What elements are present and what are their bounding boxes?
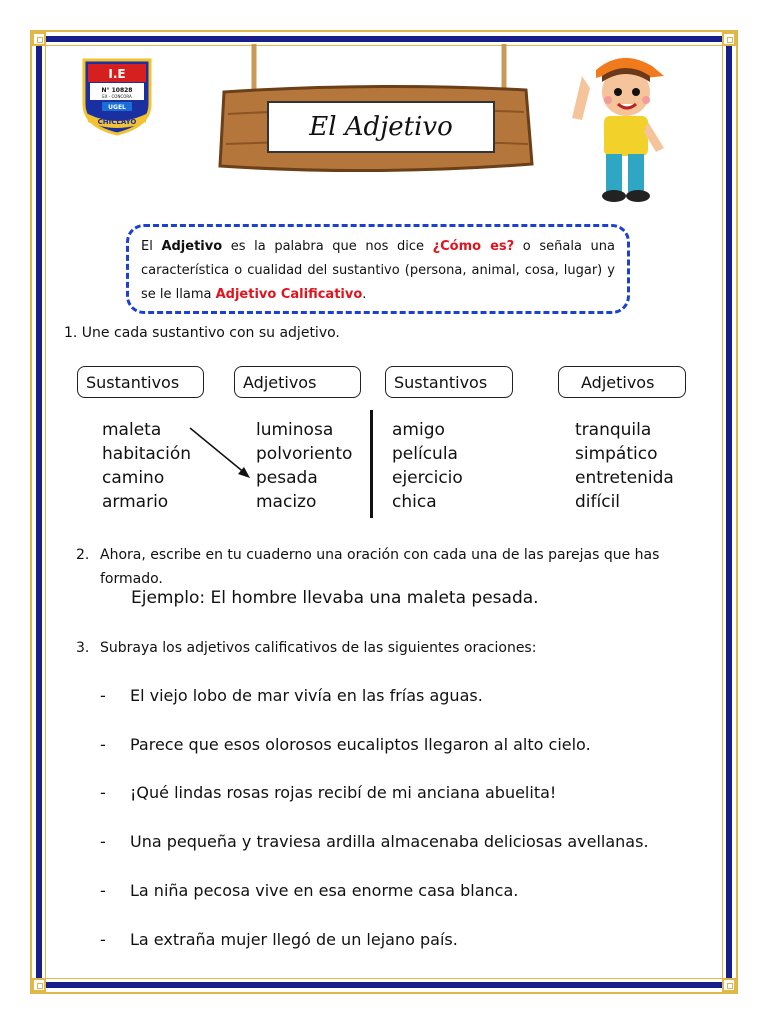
word-item: difícil xyxy=(575,492,621,512)
list-dash: - xyxy=(100,930,106,949)
definition-text-2: es la palabra que nos dice xyxy=(222,239,433,254)
exercise1-instruction: 1. Une cada sustantivo con su adjetivo. xyxy=(64,325,340,341)
column-adjetivos-1 xyxy=(256,418,352,514)
example-arrow-icon xyxy=(186,424,256,484)
word-item: pesada xyxy=(256,468,318,488)
definition-question: ¿Cómo es? xyxy=(432,239,515,254)
sentence-item xyxy=(100,735,591,754)
logo-top-text: I.E xyxy=(108,67,126,81)
sentence-text: El viejo lobo de mar vivía en las frías aguas. xyxy=(130,686,483,705)
definition-term: Adjetivo Calificativo xyxy=(215,287,363,302)
corner-ornament xyxy=(722,32,736,46)
exercise3-instruction: Subraya los adjetivos calificativos de las siguientes oraciones: xyxy=(100,640,537,656)
list-dash: - xyxy=(100,832,106,851)
exercise2-number: 2. xyxy=(76,547,90,563)
sentence-text: La niña pecosa vive en esa enorme casa blanca. xyxy=(130,881,519,900)
column-divider xyxy=(370,410,373,518)
sentence-item xyxy=(100,686,483,705)
header-adjetivos-1: Adjetivos xyxy=(234,366,361,398)
word-item: chica xyxy=(392,492,437,512)
list-dash: - xyxy=(100,881,106,900)
corner-ornament xyxy=(32,32,46,46)
header-sustantivos-2: Sustantivos xyxy=(385,366,513,398)
exercise2-instruction: Ahora, escribe en tu cuaderno una oración con cada una de las parejas que has formado. xyxy=(100,547,660,587)
word-item: camino xyxy=(102,468,165,488)
sentence-text: Una pequeña y traviesa ardilla almacenaba deliciosas avellanas. xyxy=(130,832,649,851)
definition-word-adjetivo: Adjetivo xyxy=(161,239,223,254)
exercise3-number: 3. xyxy=(76,640,90,656)
word-item: simpático xyxy=(575,444,658,464)
logo-city: CHICLAYO xyxy=(97,118,137,126)
header-adjetivos-2: Adjetivos xyxy=(558,366,686,398)
definition-text-3: o señala una característica o cualidad del sustantivo (persona, animal, cosa, lugar) y se le llama xyxy=(141,239,615,302)
sentence-item xyxy=(100,783,556,802)
word-item: maleta xyxy=(102,420,162,440)
logo-ugel: UGEL xyxy=(108,104,126,111)
word-item: macizo xyxy=(256,492,317,512)
definition-text-4: . xyxy=(362,287,367,302)
word-item: entretenida xyxy=(575,468,674,488)
logo-number: N° 10828 xyxy=(101,87,133,94)
sentence-text: La extraña mujer llegó de un lejano país. xyxy=(130,930,458,949)
sentence-text: Parece que esos olorosos eucaliptos llegaron al alto cielo. xyxy=(130,735,591,754)
word-item: habitación xyxy=(102,444,192,464)
word-item: película xyxy=(392,444,458,464)
exercise2-example: Ejemplo: El hombre llevaba una maleta pesada. xyxy=(131,588,539,608)
word-item: armario xyxy=(102,492,169,512)
cartoon-boy-illustration xyxy=(560,48,680,208)
school-logo xyxy=(80,56,154,136)
sentence-text: ¡Qué lindas rosas rojas recibí de mi anciana abuelita! xyxy=(130,783,557,802)
list-dash: - xyxy=(100,686,106,705)
column-adjetivos-2 xyxy=(575,418,674,514)
word-item: amigo xyxy=(392,420,445,440)
word-item: luminosa xyxy=(256,420,334,440)
header-sustantivos-1: Sustantivos xyxy=(77,366,204,398)
list-dash: - xyxy=(100,735,106,754)
sentence-item xyxy=(100,881,518,900)
corner-ornament xyxy=(722,978,736,992)
word-item: tranquila xyxy=(575,420,652,440)
definition-text-1: El xyxy=(141,239,162,254)
column-sustantivos-2 xyxy=(392,418,463,514)
logo-line1: EX - CONCORA xyxy=(102,94,132,99)
word-item: polvoriento xyxy=(256,444,353,464)
sentence-item xyxy=(100,832,649,851)
column-sustantivos-1 xyxy=(102,418,191,514)
corner-ornament xyxy=(32,978,46,992)
list-dash: - xyxy=(100,783,106,802)
word-item: ejercicio xyxy=(392,468,463,488)
page-title: El Adjetivo xyxy=(309,112,453,142)
sentence-item xyxy=(100,930,458,949)
definition-box xyxy=(126,224,630,314)
